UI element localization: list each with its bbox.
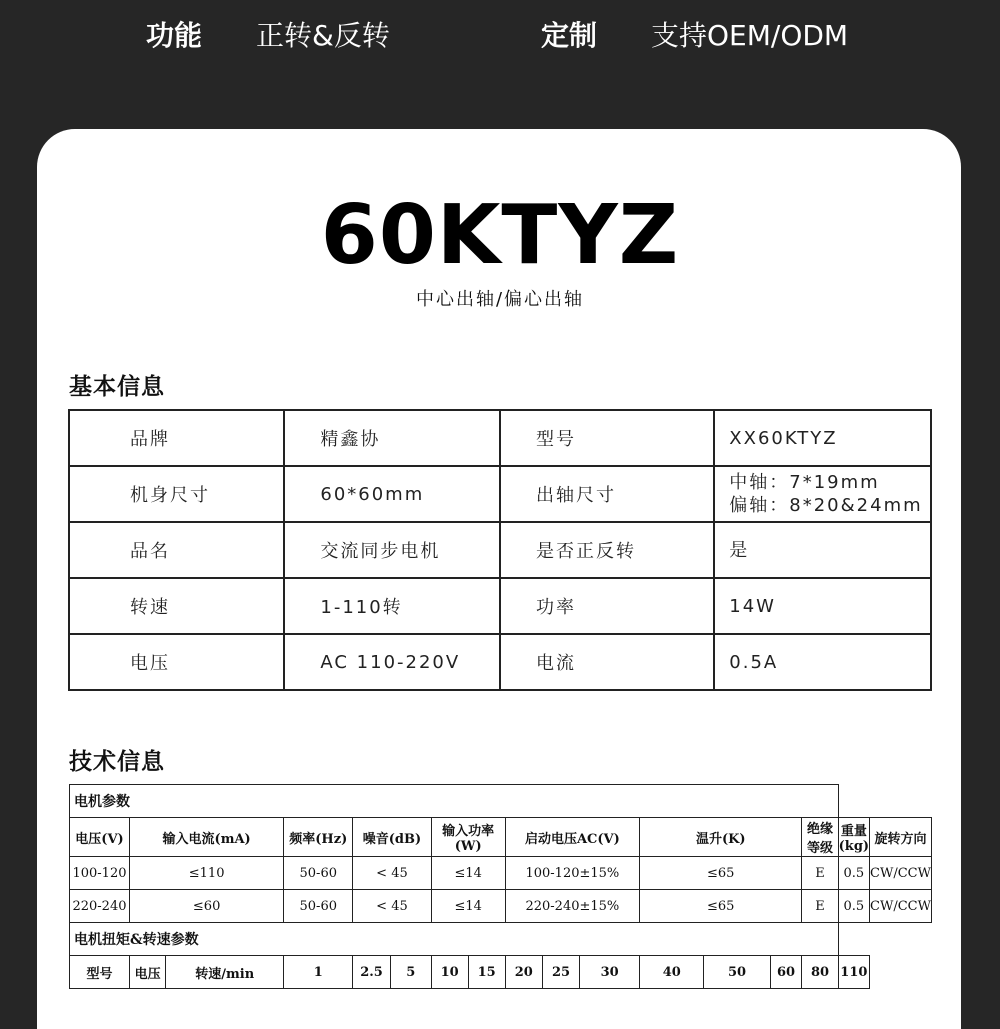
tech-info-table <box>69 784 932 989</box>
column-header: 转速/min <box>166 956 284 989</box>
shaft-size-cell <box>714 466 931 522</box>
cell-value: 精鑫协 <box>284 410 500 466</box>
table-cell: ≤65 <box>640 857 802 890</box>
speed-value: 30 <box>580 956 640 989</box>
column-header: 输入功率(W) <box>431 818 505 857</box>
column-header: 频率(Hz) <box>284 818 353 857</box>
table-header-row <box>70 818 932 857</box>
table-cell: ≤14 <box>431 857 505 890</box>
table-cell: 220-240±15% <box>505 890 639 923</box>
speed-value: 60 <box>770 956 802 989</box>
table-cell: 100-120 <box>70 857 130 890</box>
table-cell: < 45 <box>353 890 431 923</box>
table-row <box>70 785 932 818</box>
table-cell: 0.5 <box>838 890 869 923</box>
speed-value: 1 <box>284 956 353 989</box>
column-header: 旋转方向 <box>870 818 932 857</box>
table-cell: ≤60 <box>129 890 283 923</box>
column-header: 输入电流(mA) <box>129 818 283 857</box>
table-row <box>69 522 931 578</box>
speed-value: 20 <box>505 956 542 989</box>
speed-value: 10 <box>431 956 468 989</box>
table-row <box>69 634 931 690</box>
column-header: 噪音(dB) <box>353 818 431 857</box>
customization-label: 定制 <box>541 19 598 52</box>
cell-key: 电压 <box>69 634 284 690</box>
torque-params-label: 电机扭矩&转速参数 <box>70 923 839 956</box>
top-banner <box>0 0 1000 130</box>
table-cell: E <box>802 857 838 890</box>
table-cell: CW/CCW <box>870 890 932 923</box>
table-cell: E <box>802 890 838 923</box>
cell-key: 是否正反转 <box>500 522 714 578</box>
shaft-offset: 偏轴：8*20&24mm <box>729 495 923 516</box>
product-model-title: 60KTYZ <box>320 188 680 283</box>
customization-value: 支持OEM/ODM <box>651 19 849 52</box>
cell-key: 电流 <box>500 634 714 690</box>
table-row <box>70 890 932 923</box>
product-subtitle: 中心出轴/偏心出轴 <box>415 289 585 310</box>
column-header: 启动电压AC(V) <box>505 818 639 857</box>
cell-value: AC 110-220V <box>284 634 500 690</box>
table-cell: 50-60 <box>284 890 353 923</box>
table-cell: CW/CCW <box>870 857 932 890</box>
speed-value: 50 <box>704 956 770 989</box>
cell-key: 型号 <box>500 410 714 466</box>
table-cell: ≤110 <box>129 857 283 890</box>
cell-value: 14W <box>714 578 931 634</box>
cell-key: 出轴尺寸 <box>500 466 714 522</box>
tech-info-heading: 技术信息 <box>69 749 165 775</box>
cell-key: 品名 <box>69 522 284 578</box>
cell-value: 60*60mm <box>284 466 500 522</box>
column-header: 电压 <box>129 956 165 989</box>
table-cell: 50-60 <box>284 857 353 890</box>
speed-value: 110 <box>838 956 869 989</box>
speed-value: 25 <box>542 956 579 989</box>
column-header: 电压(V) <box>70 818 130 857</box>
table-cell: 0.5 <box>838 857 869 890</box>
cell-key: 功率 <box>500 578 714 634</box>
table-cell: 100-120±15% <box>505 857 639 890</box>
cell-key: 品牌 <box>69 410 284 466</box>
cell-key: 转速 <box>69 578 284 634</box>
torque-header-row <box>70 956 932 989</box>
cell-value: 交流同步电机 <box>284 522 500 578</box>
table-row <box>69 410 931 466</box>
function-value: 正转&反转 <box>256 19 390 52</box>
motor-params-label: 电机参数 <box>70 785 839 818</box>
column-header: 绝缘等级 <box>802 818 838 857</box>
basic-info-table <box>68 409 932 691</box>
cell-key: 机身尺寸 <box>69 466 284 522</box>
column-header: 型号 <box>70 956 130 989</box>
shaft-center: 中轴：7*19mm <box>729 472 880 493</box>
table-cell: < 45 <box>353 857 431 890</box>
function-label: 功能 <box>146 19 203 52</box>
table-row <box>69 466 931 522</box>
table-row <box>70 857 932 890</box>
table-row <box>70 923 932 956</box>
speed-value: 40 <box>640 956 704 989</box>
cell-value: 1-110转 <box>284 578 500 634</box>
speed-value: 80 <box>802 956 838 989</box>
column-header: 温升(K) <box>640 818 802 857</box>
basic-info-heading: 基本信息 <box>69 374 165 400</box>
table-cell: ≤65 <box>640 890 802 923</box>
cell-value: XX60KTYZ <box>714 410 931 466</box>
speed-value: 2.5 <box>353 956 391 989</box>
cell-value: 是 <box>714 522 931 578</box>
cell-value: 0.5A <box>714 634 931 690</box>
speed-value: 15 <box>468 956 505 989</box>
column-header: 重量(kg) <box>838 818 869 857</box>
table-cell: 220-240 <box>70 890 130 923</box>
table-cell: ≤14 <box>431 890 505 923</box>
speed-value: 5 <box>390 956 431 989</box>
table-row <box>69 578 931 634</box>
